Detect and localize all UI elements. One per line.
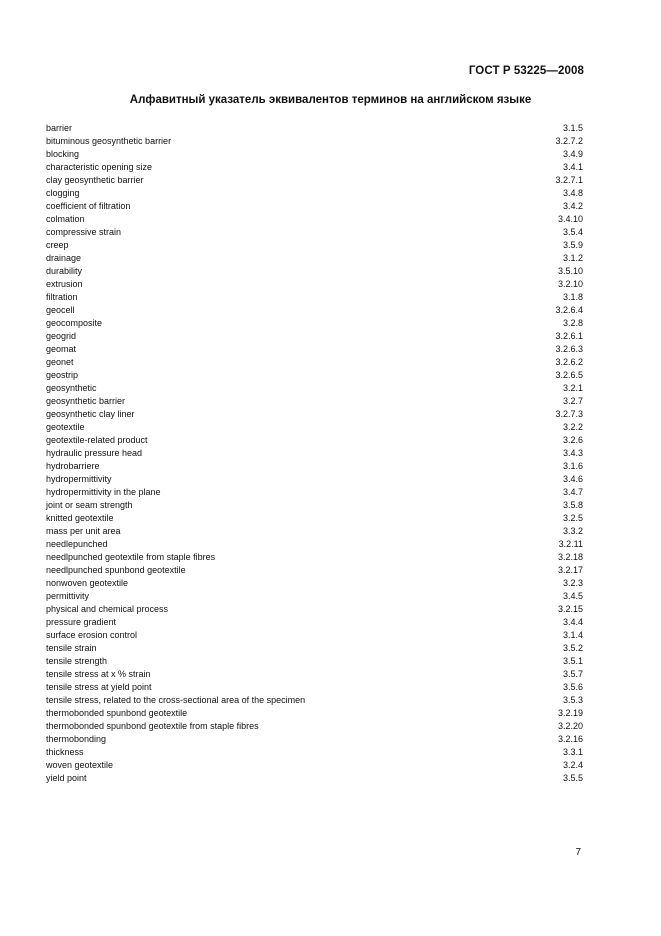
term-reference: 3.1.8 bbox=[562, 292, 583, 302]
term-text: coefficient of filtration bbox=[46, 201, 131, 211]
index-entry bbox=[46, 642, 583, 655]
term-text: physical and chemical process bbox=[46, 604, 169, 614]
term-reference: 3.2.7 bbox=[562, 396, 583, 406]
term-text: tensile stress at x % strain bbox=[46, 669, 151, 679]
term-reference: 3.3.2 bbox=[562, 526, 583, 536]
term-reference: 3.2.10 bbox=[557, 279, 583, 289]
term-text: permittivity bbox=[46, 591, 90, 601]
term-text: tensile stress, related to the cross-sectional area of the specimen bbox=[46, 695, 306, 705]
term-text: yield point bbox=[46, 773, 87, 783]
term-text: geotextile bbox=[46, 422, 85, 432]
index-entry bbox=[46, 239, 583, 252]
page-title: Алфавитный указатель эквивалентов терминов на английском языке bbox=[129, 94, 532, 106]
index-entry bbox=[46, 148, 583, 161]
term-reference: 3.5.3 bbox=[562, 695, 583, 705]
term-text: nonwoven geotextile bbox=[46, 578, 129, 588]
index-entry bbox=[46, 733, 583, 746]
index-entry bbox=[46, 447, 583, 460]
index-entry bbox=[46, 291, 583, 304]
term-reference: 3.2.16 bbox=[557, 734, 583, 744]
index-entry bbox=[46, 577, 583, 590]
index-entry bbox=[46, 655, 583, 668]
term-text: hydrobarriere bbox=[46, 461, 100, 471]
term-text: geomat bbox=[46, 344, 77, 354]
index-entry bbox=[46, 122, 583, 135]
index-entry bbox=[46, 759, 583, 772]
standard-code: ГОСТ Р 53225—2008 bbox=[468, 65, 584, 77]
term-reference: 3.2.8 bbox=[562, 318, 583, 328]
term-reference: 3.2.7.3 bbox=[555, 409, 583, 419]
index-entry bbox=[46, 304, 583, 317]
term-text: needlpunched spunbond geotextile bbox=[46, 565, 186, 575]
page-number: 7 bbox=[575, 847, 581, 858]
term-text: thermobonded spunbond geotextile bbox=[46, 708, 188, 718]
term-text: needlpunched geotextile from staple fibres bbox=[46, 552, 216, 562]
term-reference: 3.5.9 bbox=[562, 240, 583, 250]
index-entry bbox=[46, 668, 583, 681]
term-text: geonet bbox=[46, 357, 74, 367]
term-reference: 3.1.6 bbox=[562, 461, 583, 471]
index-entry bbox=[46, 356, 583, 369]
index-entry bbox=[46, 720, 583, 733]
index-entry bbox=[46, 226, 583, 239]
index-entry bbox=[46, 603, 583, 616]
term-text: drainage bbox=[46, 253, 82, 263]
term-reference: 3.5.4 bbox=[562, 227, 583, 237]
term-reference: 3.5.5 bbox=[562, 773, 583, 783]
term-reference: 3.4.7 bbox=[562, 487, 583, 497]
index-entry bbox=[46, 278, 583, 291]
term-reference: 3.4.9 bbox=[562, 149, 583, 159]
term-text: creep bbox=[46, 240, 69, 250]
term-text: hydropermittivity bbox=[46, 474, 112, 484]
term-reference: 3.4.1 bbox=[562, 162, 583, 172]
term-reference: 3.4.6 bbox=[562, 474, 583, 484]
term-text: characteristic opening size bbox=[46, 162, 153, 172]
index-entry bbox=[46, 421, 583, 434]
term-reference: 3.2.5 bbox=[562, 513, 583, 523]
index-entry bbox=[46, 590, 583, 603]
term-text: thermobonded spunbond geotextile from staple fibres bbox=[46, 721, 259, 731]
term-reference: 3.2.4 bbox=[562, 760, 583, 770]
term-reference: 3.2.6.1 bbox=[555, 331, 583, 341]
term-reference: 3.4.10 bbox=[557, 214, 583, 224]
term-text: pressure gradient bbox=[46, 617, 117, 627]
index-entry bbox=[46, 369, 583, 382]
term-reference: 3.2.7.1 bbox=[555, 175, 583, 185]
term-reference: 3.2.15 bbox=[557, 604, 583, 614]
term-text: bituminous geosynthetic barrier bbox=[46, 136, 172, 146]
index-entry bbox=[46, 395, 583, 408]
term-text: blocking bbox=[46, 149, 80, 159]
term-reference: 3.3.1 bbox=[562, 747, 583, 757]
index-entry bbox=[46, 252, 583, 265]
term-reference: 3.2.7.2 bbox=[555, 136, 583, 146]
index-entry bbox=[46, 473, 583, 486]
term-reference: 3.1.4 bbox=[562, 630, 583, 640]
term-reference: 3.2.1 bbox=[562, 383, 583, 393]
term-reference: 3.5.8 bbox=[562, 500, 583, 510]
term-text: tensile strength bbox=[46, 656, 108, 666]
index-entry bbox=[46, 317, 583, 330]
term-reference: 3.4.3 bbox=[562, 448, 583, 458]
term-reference: 3.2.6.3 bbox=[555, 344, 583, 354]
term-text: thermobonding bbox=[46, 734, 107, 744]
term-reference: 3.2.19 bbox=[557, 708, 583, 718]
term-text: tensile strain bbox=[46, 643, 97, 653]
index-entry bbox=[46, 551, 583, 564]
term-reference: 3.2.17 bbox=[557, 565, 583, 575]
term-reference: 3.5.7 bbox=[562, 669, 583, 679]
index-entry bbox=[46, 525, 583, 538]
term-text: mass per unit area bbox=[46, 526, 121, 536]
term-reference: 3.4.4 bbox=[562, 617, 583, 627]
index-entry bbox=[46, 161, 583, 174]
index-entry bbox=[46, 564, 583, 577]
term-reference: 3.1.2 bbox=[562, 253, 583, 263]
index-entry bbox=[46, 499, 583, 512]
index-entry bbox=[46, 629, 583, 642]
index-entry bbox=[46, 382, 583, 395]
index-entry bbox=[46, 460, 583, 473]
term-text: geotextile-related product bbox=[46, 435, 148, 445]
term-index-list bbox=[46, 122, 583, 785]
index-entry bbox=[46, 616, 583, 629]
term-reference: 3.5.1 bbox=[562, 656, 583, 666]
term-text: geosynthetic barrier bbox=[46, 396, 126, 406]
term-text: thickness bbox=[46, 747, 84, 757]
index-entry bbox=[46, 694, 583, 707]
term-reference: 3.2.18 bbox=[557, 552, 583, 562]
index-entry bbox=[46, 265, 583, 278]
term-reference: 3.2.2 bbox=[562, 422, 583, 432]
index-entry bbox=[46, 772, 583, 785]
index-entry bbox=[46, 408, 583, 421]
term-text: geosynthetic clay liner bbox=[46, 409, 135, 419]
term-text: geocomposite bbox=[46, 318, 103, 328]
term-text: colmation bbox=[46, 214, 85, 224]
term-text: filtration bbox=[46, 292, 78, 302]
index-entry bbox=[46, 135, 583, 148]
term-text: surface erosion control bbox=[46, 630, 138, 640]
index-entry bbox=[46, 512, 583, 525]
term-reference: 3.4.5 bbox=[562, 591, 583, 601]
index-entry bbox=[46, 746, 583, 759]
term-text: hydropermittivity in the plane bbox=[46, 487, 161, 497]
index-entry bbox=[46, 343, 583, 356]
term-reference: 3.1.5 bbox=[562, 123, 583, 133]
term-reference: 3.4.2 bbox=[562, 201, 583, 211]
index-entry bbox=[46, 200, 583, 213]
index-entry bbox=[46, 174, 583, 187]
term-text: joint or seam strength bbox=[46, 500, 133, 510]
term-text: extrusion bbox=[46, 279, 83, 289]
term-text: geocell bbox=[46, 305, 75, 315]
term-text: clogging bbox=[46, 188, 80, 198]
term-text: geostrip bbox=[46, 370, 79, 380]
term-reference: 3.5.2 bbox=[562, 643, 583, 653]
term-reference: 3.5.10 bbox=[557, 266, 583, 276]
index-entry bbox=[46, 681, 583, 694]
term-text: needlepunched bbox=[46, 539, 108, 549]
term-text: clay geosynthetic barrier bbox=[46, 175, 144, 185]
term-reference: 3.4.8 bbox=[562, 188, 583, 198]
index-entry bbox=[46, 330, 583, 343]
term-text: geogrid bbox=[46, 331, 77, 341]
index-entry bbox=[46, 707, 583, 720]
term-reference: 3.2.6.2 bbox=[555, 357, 583, 367]
term-reference: 3.5.6 bbox=[562, 682, 583, 692]
index-entry bbox=[46, 538, 583, 551]
index-entry bbox=[46, 213, 583, 226]
term-text: tensile stress at yield point bbox=[46, 682, 152, 692]
term-reference: 3.2.3 bbox=[562, 578, 583, 588]
term-reference: 3.2.6.5 bbox=[555, 370, 583, 380]
index-entry bbox=[46, 434, 583, 447]
term-reference: 3.2.11 bbox=[558, 539, 583, 549]
term-reference: 3.2.6 bbox=[562, 435, 583, 445]
term-text: barrier bbox=[46, 123, 73, 133]
term-text: knitted geotextile bbox=[46, 513, 114, 523]
term-text: durability bbox=[46, 266, 83, 276]
index-entry bbox=[46, 187, 583, 200]
term-text: hydraulic pressure head bbox=[46, 448, 143, 458]
index-entry bbox=[46, 486, 583, 499]
term-text: geosynthetic bbox=[46, 383, 97, 393]
term-text: compressive strain bbox=[46, 227, 122, 237]
term-reference: 3.2.20 bbox=[557, 721, 583, 731]
term-text: woven geotextile bbox=[46, 760, 114, 770]
term-reference: 3.2.6.4 bbox=[555, 305, 583, 315]
